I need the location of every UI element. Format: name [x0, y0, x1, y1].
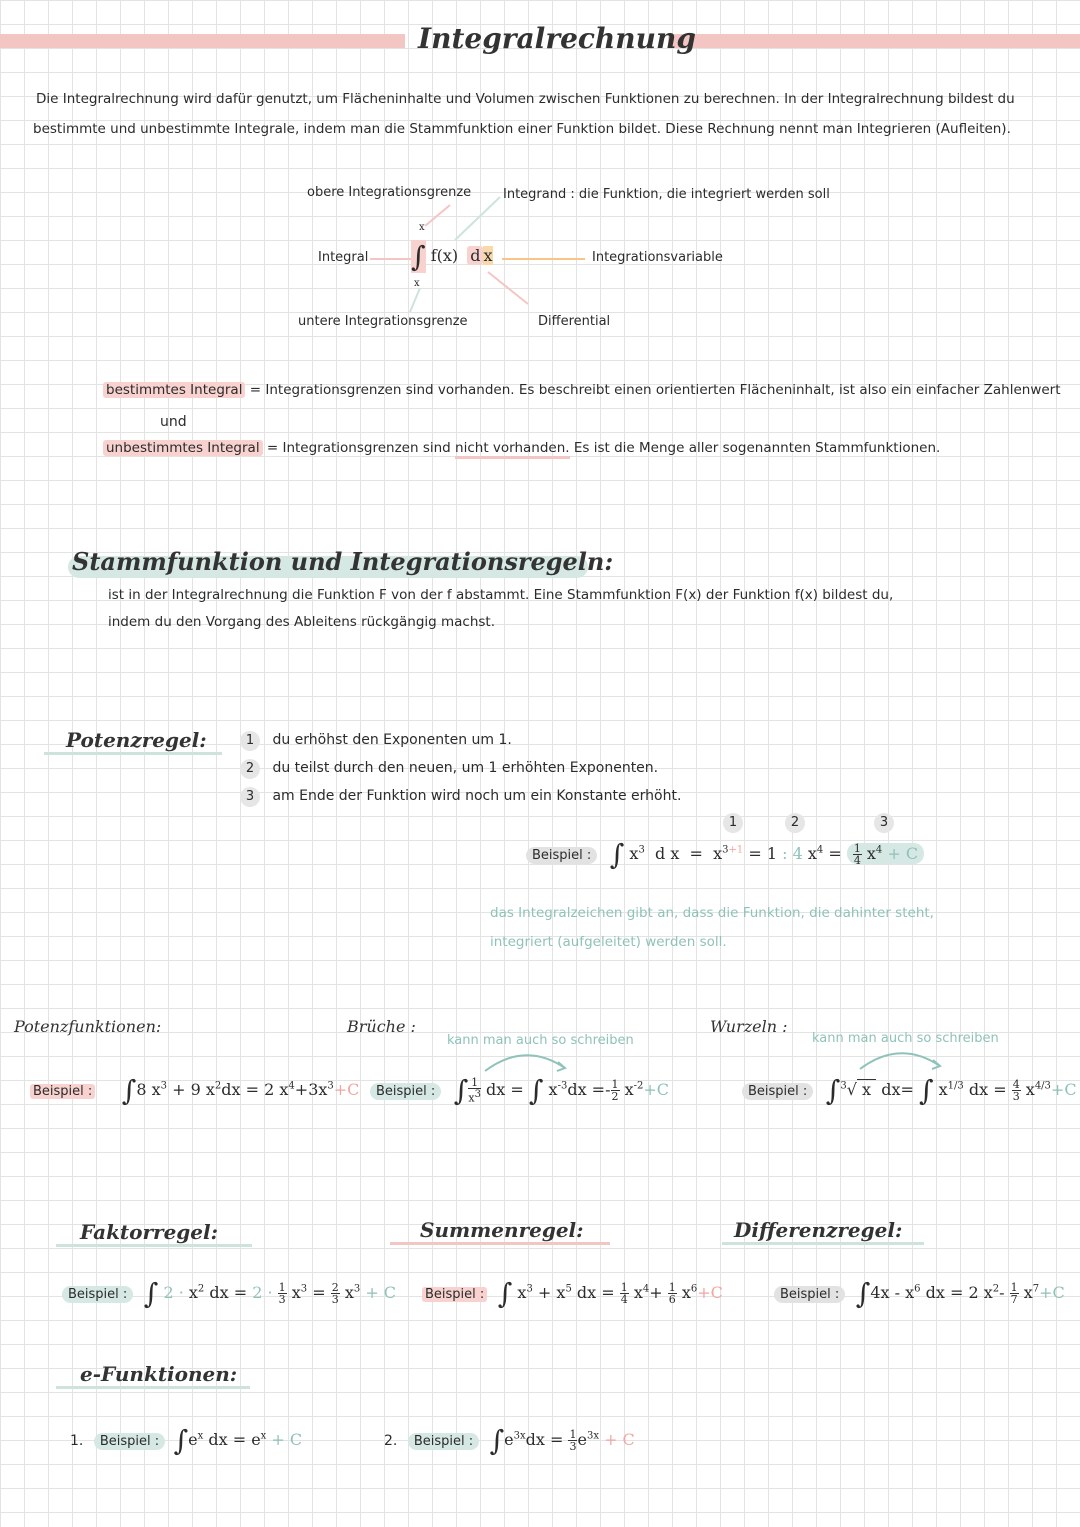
wurzeln-example — [742, 1074, 1077, 1107]
efunktionen-heading: e-Funktionen: — [56, 1362, 250, 1389]
example-label: Beispiel : — [370, 1083, 441, 1100]
label-integrationsvariable: Integrationsvariable — [592, 250, 723, 265]
bestimmt-term: bestimmtes Integral — [103, 382, 245, 398]
brueche-heading: Brüche : — [347, 1017, 416, 1036]
step-number: 3 — [240, 787, 260, 807]
faktor-example — [62, 1277, 396, 1310]
brueche-arrow — [480, 1046, 570, 1076]
summen-formula: ∫ $x^3 + x^5$ dx = $\frac{1}{4}$ $x^4+$ $\frac{1}{6}$ $x^6+C$ — [497, 1277, 723, 1310]
intro-line-2: bestimmte und unbestimmte Integrale, indem man die Stammfunktion einer Funktion bildet. Diese Rechnung nennt man Integrieren (Aufleiten). — [33, 121, 1011, 137]
formula-fx: f(x) — [430, 246, 459, 265]
marker-2: 2 — [785, 813, 805, 833]
faktor-formula: ∫ $2 \cdot x^2$ dx = 2 · $\frac{1}{3}$ $x^3$ = $\frac{2}{3}$ $x^3 + C$ — [143, 1277, 397, 1310]
unbestimmt-term: unbestimmtes Integral — [103, 440, 263, 456]
diagram-lines — [0, 0, 1080, 360]
differenzregel-heading: Differenzregel: — [722, 1218, 924, 1245]
example-label: Beispiel : — [774, 1286, 845, 1303]
diagram-lower-x: x — [414, 278, 420, 289]
potenzfunktionen-example — [30, 1074, 359, 1107]
brueche-formula: ∫ $\frac{1}{x^3}$ dx = ∫ $x^{-3}dx$ =- $\frac{1}{2}$ $x^{-2}+C$ — [453, 1074, 670, 1107]
efunktion-example-2 — [384, 1424, 635, 1457]
potenz-note-2: integriert (aufgeleitet) werden soll. — [490, 934, 727, 950]
unbestimmt-text-b: Es ist die Menge aller sogenannten Stammfunktionen. — [573, 440, 941, 456]
formula-d: d — [467, 246, 483, 265]
potenz-example — [526, 838, 924, 871]
step-number: 1 — [240, 731, 260, 751]
efunktion-formula-2: $\int e^{3x}dx$ = $\frac{1}{3}$ $e^{3x} + C$ — [489, 1424, 635, 1457]
integral-sign: ∫ — [411, 240, 426, 273]
example-label: Beispiel : — [742, 1083, 813, 1100]
step-text: am Ende der Funktion wird noch um ein Konstante erhöht. — [272, 788, 682, 804]
def-und: und — [160, 414, 187, 430]
summen-example — [422, 1277, 723, 1310]
differenz-formula: $\int 4x - x^6$ dx = 2 $x^2-$ $\frac{1}{7}$ $x^7+C$ — [855, 1277, 1065, 1310]
example-label: Beispiel : — [408, 1433, 479, 1450]
label-differential: Differential — [538, 314, 611, 329]
stamm-line-2: indem du den Vorgang des Ableitens rückgängig machst. — [108, 614, 496, 630]
potenz-step-2 — [240, 759, 658, 779]
differenz-example — [774, 1277, 1065, 1310]
faktorregel-heading: Faktorregel: — [56, 1220, 252, 1247]
example-label: Beispiel : — [94, 1433, 165, 1450]
potenzregel-heading: Potenzregel: — [44, 728, 222, 755]
intro-line-1: Die Integralrechnung wird dafür genutzt, um Flächeninhalte und Volumen zwischen Funktionen zu berechnen. In der Integralrechnung bildest du — [36, 91, 1015, 107]
step-text: du teilst durch den neuen, um 1 erhöhten Exponenten. — [272, 760, 659, 776]
efunktion-example-1 — [70, 1424, 302, 1457]
stamm-line-1: ist in der Integralrechnung die Funktion F von der f abstammt. Eine Stammfunktion F(x) der Funktion f(x) bildest du, — [108, 587, 894, 603]
line-lower-limit — [410, 288, 420, 312]
line-upper-limit — [425, 205, 450, 226]
def-bestimmt — [103, 382, 1061, 398]
bestimmt-text: = Integrationsgrenzen sind vorhanden. Es beschreibt einen orientierten Flächeninhalt, ist also ein einfacher Zahlenwert — [249, 382, 1061, 398]
efunktion-formula-1: $\int e^x$ dx = $e^x + C$ — [173, 1424, 303, 1457]
potenz-step-1 — [240, 731, 512, 751]
example-label: Beispiel : — [62, 1286, 133, 1303]
potenz-example-formula: ∫ $x^3$ d $x = x^{3+1} = 1$ : 4 $x^4$ = $\frac{1}{4}$ $x^4 + C$ — [610, 844, 924, 863]
brueche-example — [370, 1074, 669, 1107]
marker-3: 3 — [874, 813, 894, 833]
label-lower-limit: untere Integrationsgrenze — [298, 314, 468, 329]
diagram-formula — [411, 240, 493, 273]
step-text: du erhöhst den Exponenten um 1. — [272, 732, 512, 748]
wurzeln-arrow — [855, 1044, 945, 1074]
stamm-heading: Stammfunktion und Integrationsregeln: — [72, 547, 614, 576]
potenz-note-1: das Integralzeichen gibt an, dass die Funktion, die dahinter steht, — [490, 905, 934, 921]
label-upper-limit: obere Integrationsgrenze — [307, 185, 472, 200]
line-differential — [488, 272, 528, 304]
example-label: Beispiel : — [526, 847, 597, 864]
summenregel-heading: Summenregel: — [390, 1218, 610, 1245]
unbestimmt-nicht: nicht vorhanden. — [455, 440, 570, 459]
example-label: Beispiel : — [422, 1287, 487, 1302]
example-label: Beispiel : — [30, 1084, 95, 1099]
step-number: 2 — [240, 759, 260, 779]
potenzfunktionen-formula: ∫8 $x^3 + 9$ $x^2dx = 2$ $x^4+3x^3+C$ — [121, 1074, 360, 1107]
label-integrand: Integrand : die Funktion, die integriert werden soll — [503, 187, 830, 202]
marker-1: 1 — [723, 813, 743, 833]
page-title: Integralrechnung — [418, 22, 696, 55]
wurzeln-formula: ∫$^3$√ x dx= ∫ $x^{1/3}$ dx = $\frac{4}{3}$ $x^{4/3}+C$ — [825, 1074, 1077, 1107]
label-integral: Integral — [318, 250, 369, 265]
formula-x: x — [483, 246, 493, 265]
unbestimmt-text-a: = Integrationsgrenzen sind — [266, 440, 451, 456]
line-integrand — [455, 197, 500, 240]
wurzeln-heading: Wurzeln : — [710, 1017, 788, 1036]
potenzfunktionen-heading: Potenzfunktionen: — [14, 1017, 162, 1036]
def-unbestimmt — [103, 440, 940, 456]
wurzeln-hint: kann man auch so schreiben — [812, 1031, 999, 1046]
example-number: 1. — [70, 1433, 84, 1449]
example-number: 2. — [384, 1433, 398, 1449]
brueche-hint: kann man auch so schreiben — [447, 1033, 634, 1048]
potenz-step-3 — [240, 787, 681, 807]
diagram-upper-x: x — [419, 222, 425, 233]
